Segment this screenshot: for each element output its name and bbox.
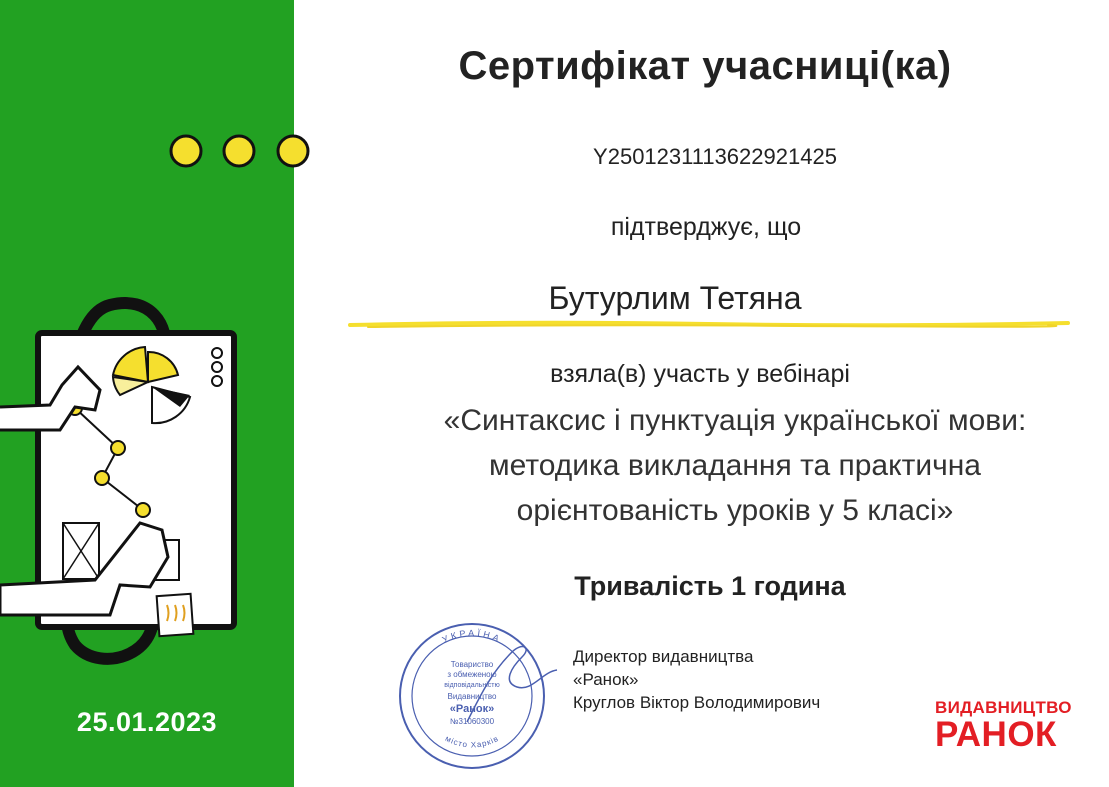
participation-text: взяла(в) участь у вебінарі xyxy=(550,360,850,388)
duration-text: Тривалість 1 година xyxy=(574,571,846,601)
certificate-id: Y2501231113622921425 xyxy=(593,144,837,169)
recipient-name: Бутурлим Тетяна xyxy=(548,280,802,316)
svg-text:№31060300: №31060300 xyxy=(449,717,495,726)
certificate-title: Сертифікат учасниці(ка) xyxy=(458,44,952,88)
signatory-position: Директор видавництва xyxy=(573,647,754,666)
svg-text:Товариство: Товариство xyxy=(450,660,494,669)
confirms-text: підтверджує, що xyxy=(610,213,802,241)
presentation-illustration xyxy=(0,295,260,675)
webinar-title-line: «Синтаксис і пунктуація української мови: xyxy=(443,404,1027,437)
left-decorative-panel xyxy=(0,0,294,787)
svg-text:з обмеженою: з обмеженою xyxy=(447,670,497,679)
publisher-logo-top: ВИДАВНИЦТВО xyxy=(935,698,1072,717)
publisher-logo-main: РАНОК xyxy=(935,715,1057,754)
webinar-title xyxy=(390,398,1080,533)
signatory-name: Круглов Віктор Володимирович xyxy=(573,693,821,712)
webinar-title-line: методика викладання та практична xyxy=(489,449,981,482)
recipient-underline xyxy=(348,316,1070,332)
signature-block xyxy=(573,645,820,714)
publisher-logo xyxy=(935,698,1070,752)
svg-text:УКРАЇНА: УКРАЇНА xyxy=(440,627,504,645)
svg-text:Видавництво: Видавництво xyxy=(447,692,497,701)
svg-text:місто Харків: місто Харків xyxy=(443,733,501,750)
svg-text:відповідальністю: відповідальністю xyxy=(444,682,500,689)
signatory-organization: «Ранок» xyxy=(573,670,639,689)
certificate-date: 25.01.2023 xyxy=(76,707,218,737)
yellow-dots-decoration xyxy=(166,133,316,169)
webinar-title-line: орієнтованість уроків у 5 класі» xyxy=(516,494,954,527)
svg-text:«Ранок»: «Ранок» xyxy=(449,703,495,715)
official-seal-stamp xyxy=(372,612,572,772)
